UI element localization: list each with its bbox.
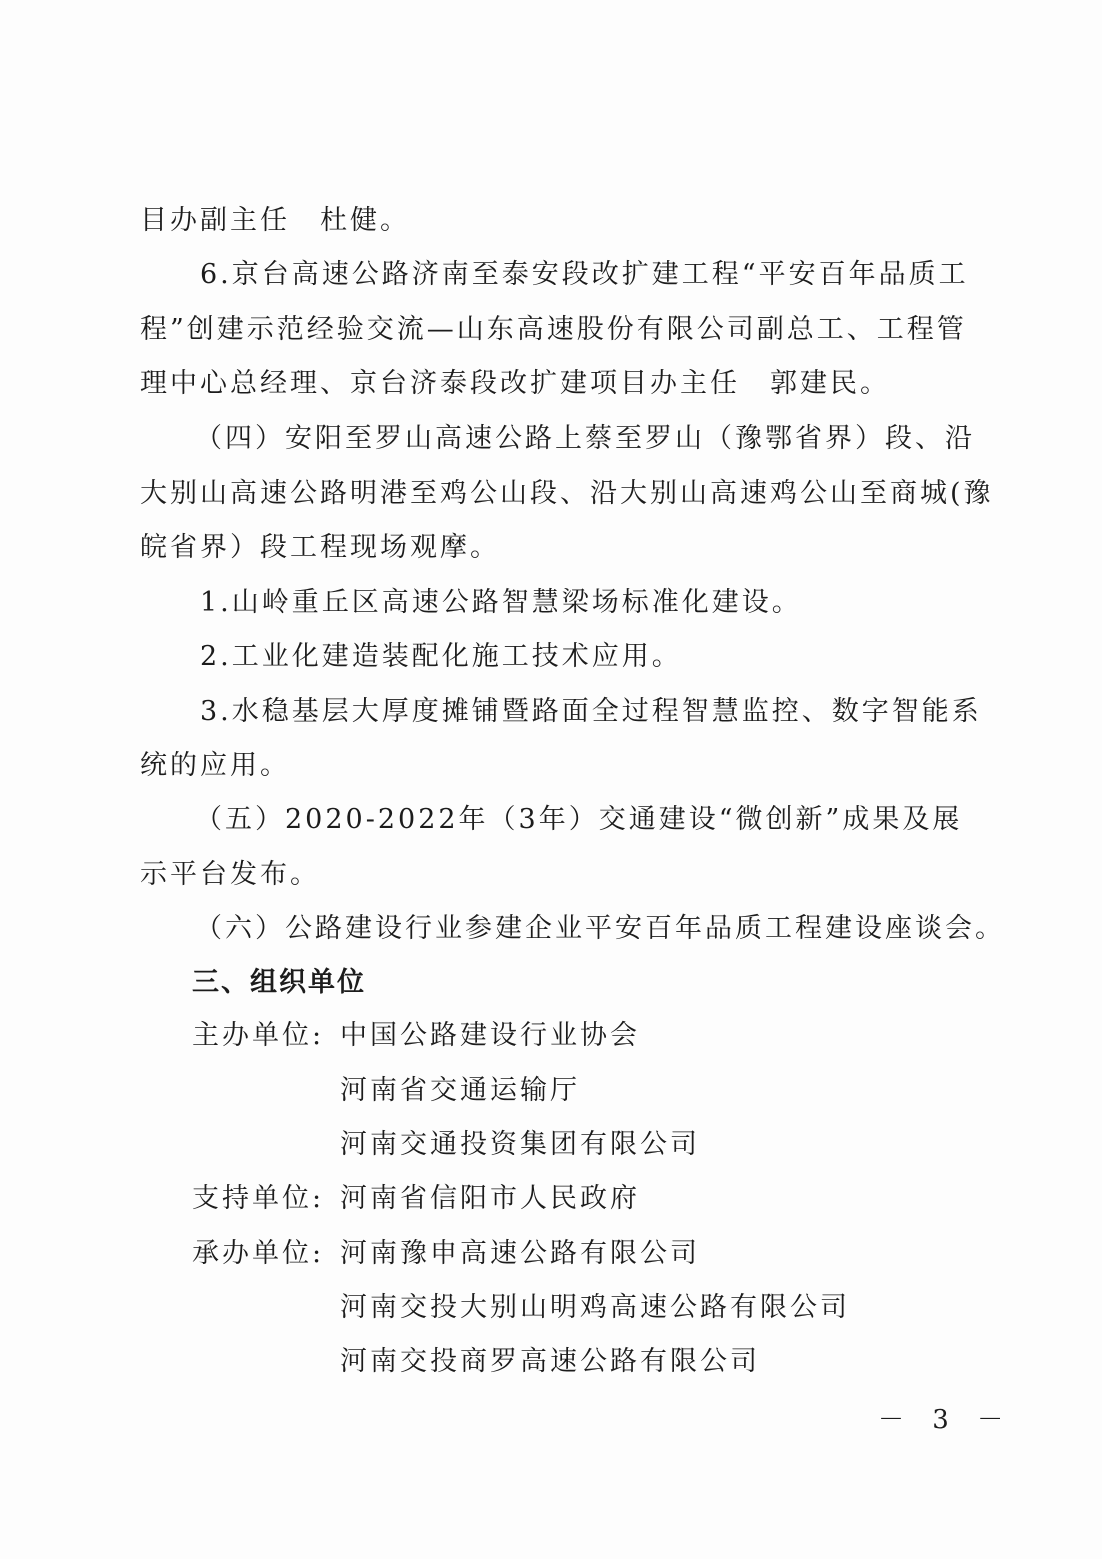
body-line: 皖省界）段工程现场观摩。: [140, 532, 500, 563]
body-line: （六）公路建设行业参建企业平安百年品质工程建设座谈会。: [195, 913, 1005, 944]
body-line: （四）安阳至罗山高速公路上蔡至罗山（豫鄂省界）段、沿: [195, 423, 975, 454]
body-line: 大别山高速公路明港至鸡公山段、沿大别山高速鸡公山至商城(豫: [140, 478, 994, 509]
undertake-unit: 河南交投大别山明鸡高速公路有限公司: [340, 1292, 850, 1323]
body-line: 1.山岭重丘区高速公路智慧梁场标准化建设。: [200, 587, 802, 618]
section-heading: 三、组织单位: [192, 967, 366, 998]
body-line: 示平台发布。: [140, 859, 320, 890]
undertake-unit: 河南交投商罗高速公路有限公司: [340, 1346, 760, 1377]
page-number: － 3 －: [878, 1405, 1014, 1435]
body-line: 2.工业化建造装配化施工技术应用。: [200, 641, 682, 672]
body-line: 理中心总经理、京台济泰段改扩建项目办主任 郭建民。: [140, 368, 890, 399]
support-label: 支持单位:: [192, 1183, 325, 1214]
body-line: 目办副主任 杜健。: [140, 205, 410, 236]
host-unit: 河南交通投资集团有限公司: [340, 1129, 700, 1160]
body-line: 6.京台高速公路济南至泰安段改扩建工程“平安百年品质工: [200, 259, 969, 290]
body-line: 统的应用。: [140, 750, 290, 781]
body-line: 3.水稳基层大厚度摊铺暨路面全过程智慧监控、数字智能系: [200, 696, 982, 727]
undertake-unit: 河南豫申高速公路有限公司: [340, 1238, 700, 1269]
host-label: 主办单位:: [192, 1020, 325, 1051]
undertake-label: 承办单位:: [192, 1238, 325, 1269]
support-unit: 河南省信阳市人民政府: [340, 1183, 640, 1214]
host-unit: 中国公路建设行业协会: [340, 1020, 640, 1051]
body-line: 程”创建示范经验交流—山东高速股份有限公司副总工、工程管: [140, 314, 967, 345]
host-unit: 河南省交通运输厅: [340, 1075, 580, 1106]
body-line: （五）2020-2022年（3年）交通建设“微创新”成果及展: [195, 804, 963, 835]
